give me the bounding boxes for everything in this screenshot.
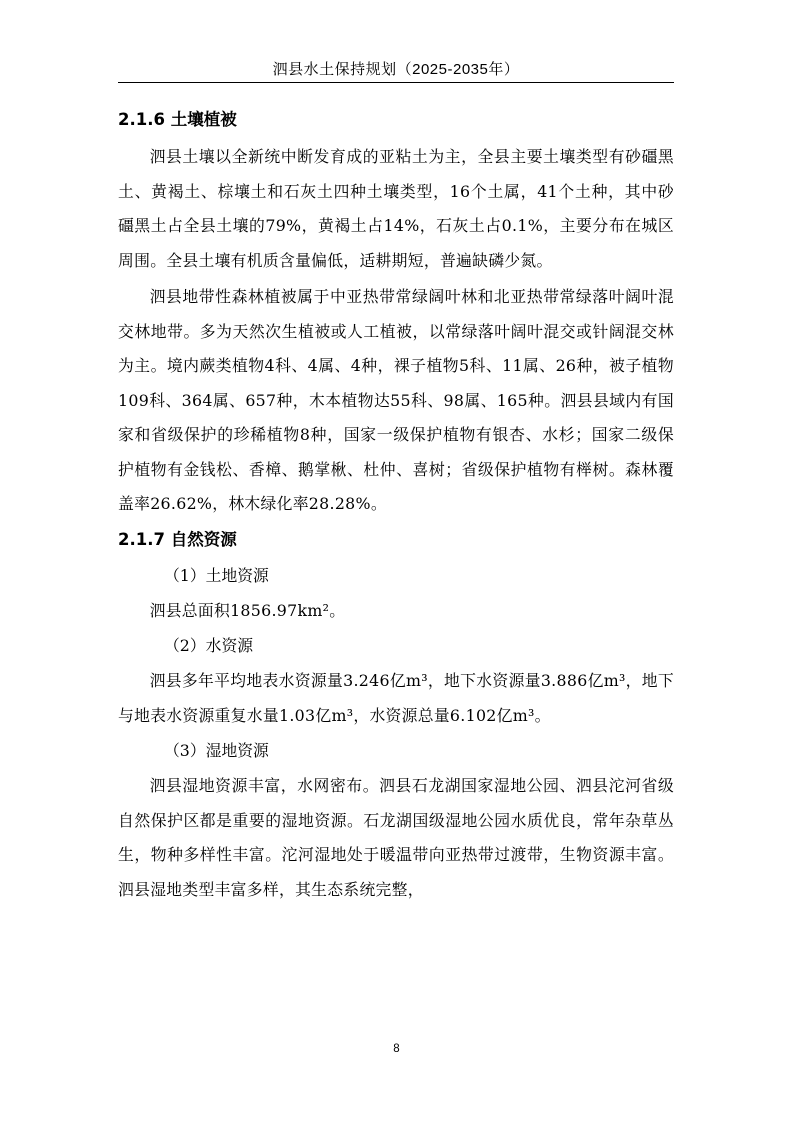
paragraph-water-resources: 泗县多年平均地表水资源量3.246亿m³，地下水资源量3.886亿m³，地下与地表水资源重复水量1.03亿m³，水资源总量6.102亿m³。 (118, 671, 674, 725)
subheading-water-resources: （2）水资源 (164, 636, 254, 655)
paragraph-land-resources: 泗县总面积1856.97km²。 (149, 600, 346, 620)
paragraph-vegetation: 泗县地带性森林植被属于中亚热带常绿阔叶林和北亚热带常绿落叶阔叶混交林地带。多为天然次生植被或人工植被，以常绿落叶阔叶混交或针阔混交林为主。境内蕨类植物4科、4属、4种，裸子植物5科、11属、26种，被子植物109科、364属、657种，木本植物达55科、98属、165种。泗县县域内有国家和省级保护的珍稀植物8种，国家一级保护植物有银杏、水杉；国家二级保护植物有金钱松、香樟、鹅掌楸、杜仲、喜树；省级保护植物有榉树。森林覆盖率26.62%，林木绿化率28.28%。 (118, 287, 674, 513)
header-divider (118, 82, 674, 83)
paragraph-wetland-resources: 泗县湿地资源丰富，水网密布。泗县石龙湖国家湿地公园、泗县沱河省级自然保护区都是重要的湿地资源。石龙湖国级湿地公园水质优良，常年杂草丛生，物种多样性丰富。沱河湿地处于暖温带向亚热带过渡带，生物资源丰富。泗县湿地类型丰富多样，其生态系统完整， (118, 776, 674, 899)
page-number: 8 (393, 1043, 400, 1055)
subheading-wetland-resources: （3）湿地资源 (164, 741, 269, 760)
document-body (118, 102, 674, 907)
paragraph-soil: 泗县土壤以全新统中断发育成的亚粘土为主，全县主要土壤类型有砂礓黑土、黄褐土、棕壤土和石灰土四种土壤类型，16个土属，41个土种，其中砂礓黑土占全县土壤的79%，黄褐土占14%，石灰土占0.1%，主要分布在城区周围。全县土壤有机质含量偏低，适耕期短，普遍缺磷少氮。 (118, 147, 674, 270)
section-heading-natural-resources: 2.1.7 自然资源 (118, 529, 237, 549)
subheading-land-resources: （1）土地资源 (164, 565, 269, 585)
page-header-title: 泗县水土保持规划（2025-2035年） (272, 61, 520, 78)
section-heading-soil-vegetation: 2.1.6 土壤植被 (118, 110, 237, 129)
